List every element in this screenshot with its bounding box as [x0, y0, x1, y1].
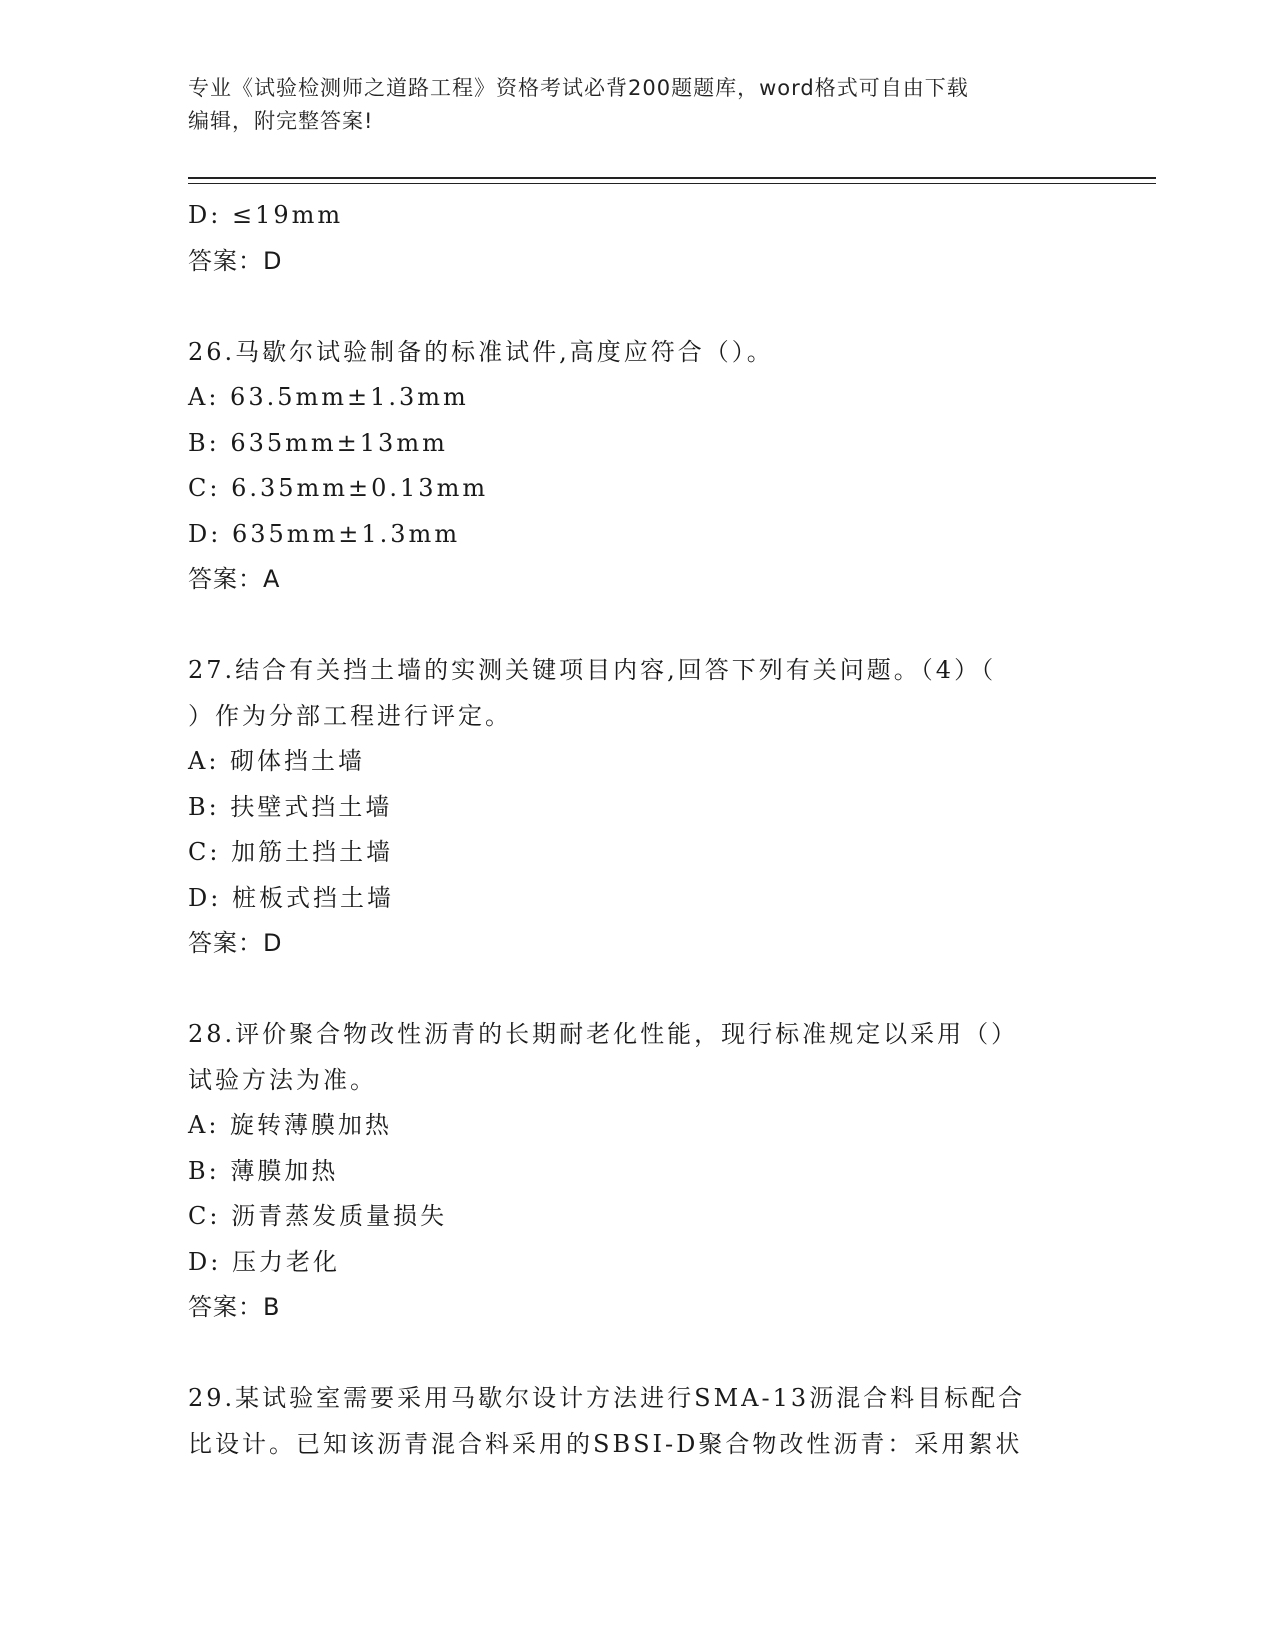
question-text: 28.评价聚合物改性沥青的长期耐老化性能，现行标准规定以采用（）	[188, 1020, 1019, 1048]
question-text: 26.马歇尔试验制备的标准试件,高度应符合（）。	[188, 337, 774, 366]
header-line-1: 专业《试验检测师之道路工程》资格考试必背200题题库，word格式可自由下载	[188, 76, 969, 100]
question-list	[188, 193, 1088, 1467]
option-c: C: 沥青蒸发质量损失	[188, 1202, 448, 1230]
question-28	[188, 1012, 1088, 1331]
option-c: C: 加筋土挡土墙	[188, 838, 394, 866]
option-d: D: 635mm±1.3mm	[188, 519, 461, 548]
header-rule-thin	[188, 183, 1156, 184]
option-a: A: 63.5mm±1.3mm	[188, 383, 469, 411]
answer: 答案：A	[188, 565, 281, 593]
header-rule-thick	[188, 177, 1156, 179]
previous-answer: 答案：D	[188, 246, 283, 275]
question-text-continued: ）作为分部工程进行评定。	[188, 701, 512, 730]
previous-option-d: D: ≤19mm	[188, 201, 344, 229]
question-26	[188, 330, 1088, 603]
option-d: D: 桩板式挡土墙	[188, 883, 394, 912]
answer: 答案：D	[188, 929, 283, 957]
option-b: B: 635mm±13mm	[188, 428, 448, 457]
option-a: A: 砌体挡土墙	[188, 747, 366, 775]
option-b: B: 薄膜加热	[188, 1156, 339, 1185]
question-27	[188, 648, 1088, 967]
question-text-continued: 试验方法为准。	[188, 1065, 377, 1094]
option-a: A: 旋转薄膜加热	[188, 1111, 393, 1139]
option-b: B: 扶壁式挡土墙	[188, 792, 393, 821]
document-header	[188, 72, 1088, 138]
question-text-continued: 比设计。已知该沥青混合料采用的SBSI-D聚合物改性沥青：采用絮状	[188, 1429, 1023, 1458]
header-line-2: 编辑，附完整答案!	[188, 109, 374, 133]
option-d: D: 压力老化	[188, 1247, 340, 1276]
question-text: 29.某试验室需要采用马歇尔设计方法进行SMA-13沥混合料目标配合	[188, 1384, 1026, 1412]
answer: 答案：B	[188, 1293, 281, 1321]
option-c: C: 6.35mm±0.13mm	[188, 474, 489, 502]
question-29	[188, 1376, 1088, 1467]
question-text: 27.结合有关挡土墙的实测关键项目内容,回答下列有关问题。（4）（	[188, 656, 997, 684]
